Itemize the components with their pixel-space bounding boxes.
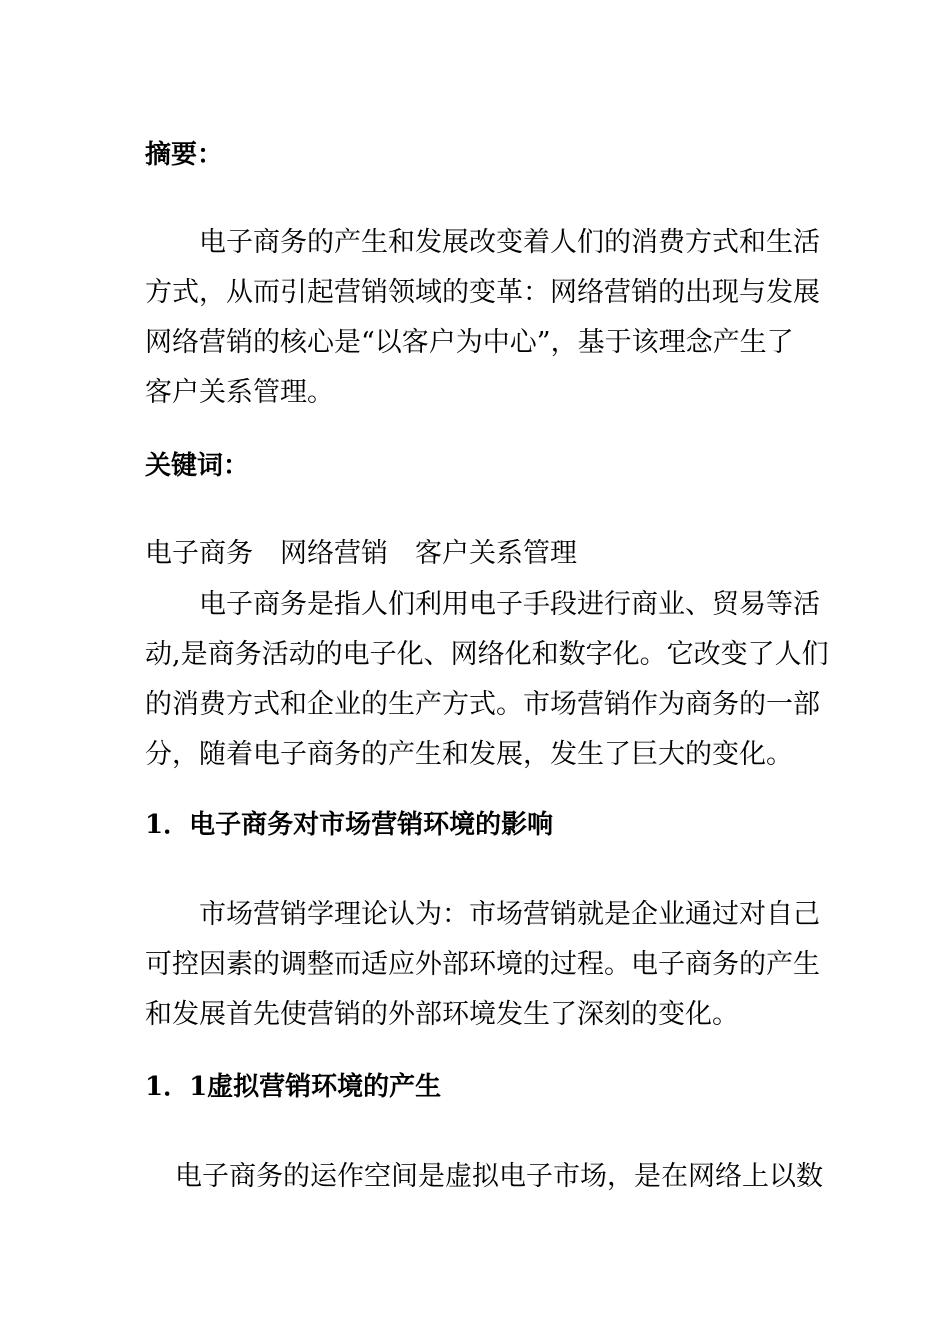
section-1-1-line: 电子商务的运作空间是虚拟电子市场，是在网络上以数 (175, 1161, 823, 1192)
keyword-item: 电子商务 (145, 538, 253, 569)
abstract-line: 网络营销的核心是“以客户为中心”，基于该理念产生了 (145, 327, 794, 358)
keywords-heading: 关键词： (145, 451, 250, 481)
intro-line: 电子商务是指人们利用电子手段进行商业、贸易等活 (199, 589, 820, 620)
keyword-item: 客户关系管理 (415, 538, 577, 569)
intro-line: 的消费方式和企业的生产方式。市场营销作为商务的一部 (145, 689, 820, 720)
intro-paragraph (145, 580, 829, 780)
section-1-line: 和发展首先使营销的外部环境发生了深刻的变化。 (145, 999, 739, 1030)
abstract-heading: 摘要： (145, 140, 224, 170)
section-1-paragraph (145, 890, 820, 1040)
section-1-line: 可控因素的调整而适应外部环境的过程。电子商务的产生 (145, 949, 820, 980)
keywords-list (145, 529, 810, 579)
abstract-line: 方式，从而引起营销领域的变革：网络营销的出现与发展 (145, 277, 820, 308)
section-1-line: 市场营销学理论认为：市场营销就是企业通过对自己 (199, 899, 820, 930)
intro-line: 动,是商务活动的电子化、网络化和数字化。它改变了人们 (145, 639, 829, 670)
section-1-1-paragraph (145, 1152, 823, 1202)
keyword-item: 网络营销 (280, 538, 388, 569)
abstract-line: 客户关系管理。 (145, 377, 334, 408)
section-1-1-heading: 1．1虚拟营销环境的产生 (145, 1072, 442, 1102)
intro-line: 分，随着电子商务的产生和发展，发生了巨大的变化。 (145, 739, 793, 770)
abstract-line: 电子商务的产生和发展改变着人们的消费方式和生活 (199, 227, 820, 258)
section-1-heading: 1．电子商务对市场营销环境的影响 (145, 810, 554, 840)
abstract-paragraph (145, 218, 820, 418)
